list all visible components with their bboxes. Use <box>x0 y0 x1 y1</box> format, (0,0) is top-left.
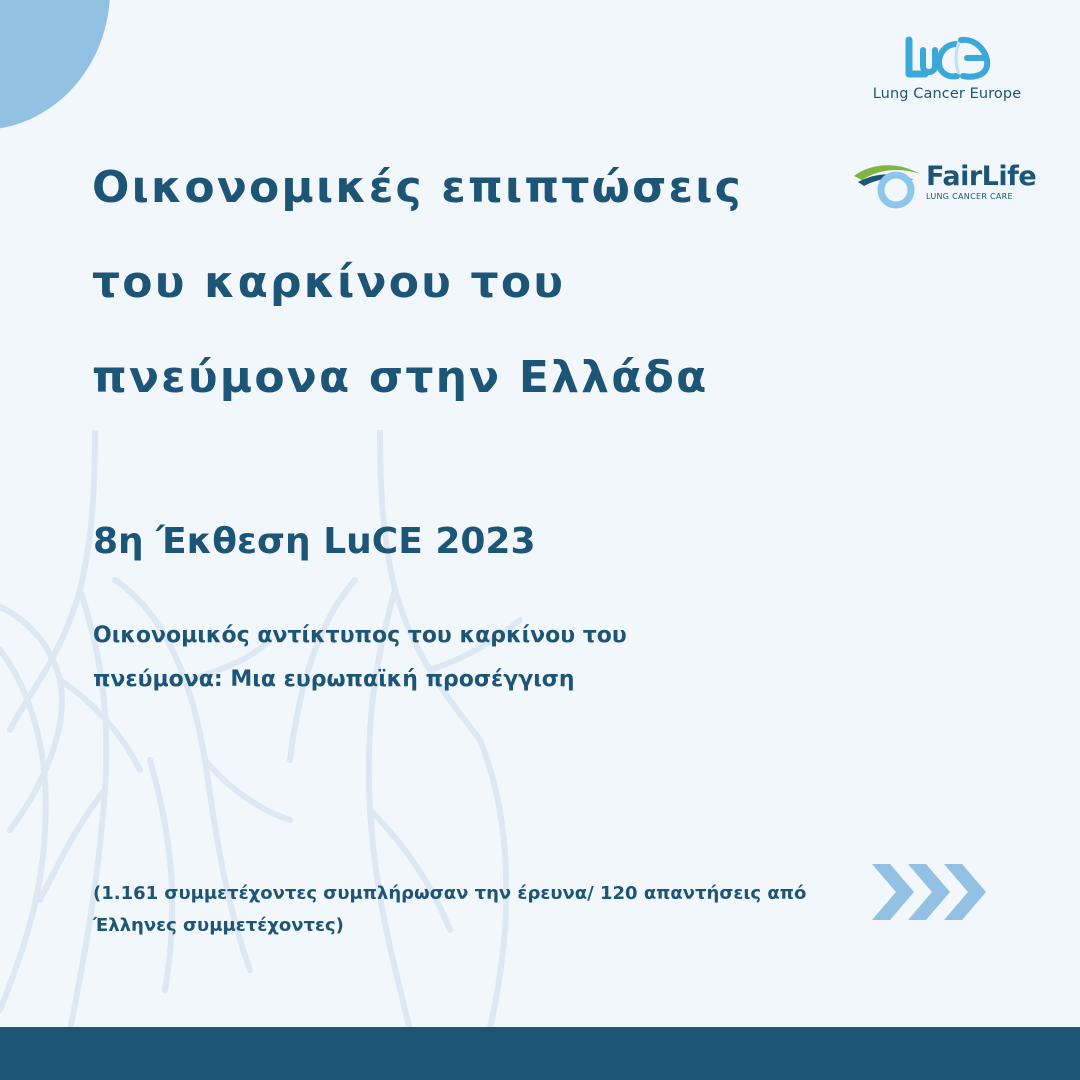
fairlife-swoosh-icon <box>852 160 924 210</box>
report-subtitle: Οικονομικός αντίκτυπος του καρκίνου του πνεύμονα: Μια ευρωπαϊκή προσέγγιση <box>93 623 627 692</box>
fairlife-subtitle: LUNG CANCER CARE <box>926 192 1013 201</box>
luce-tagline: Lung Cancer Europe <box>872 86 1022 102</box>
luce-lungs-wordmark-icon <box>901 34 993 82</box>
participants-note: (1.161 συμμετέχοντες συμπλήρωσαν την έρευνα/ 120 απαντήσεις από Έλληνες συμμετέχοντες) <box>93 883 807 936</box>
page-title: Οικονομικές επιπτώσεις του καρκίνου του πνεύμονα στην Ελλάδα <box>92 162 743 403</box>
next-chevrons-icon <box>872 862 986 922</box>
bottom-bar <box>0 1027 1080 1080</box>
report-label: 8η Έκθεση LuCE 2023 <box>93 521 536 562</box>
fairlife-logo <box>852 158 1052 214</box>
fairlife-name: FairLife <box>926 161 1037 192</box>
luce-logo <box>872 34 1022 102</box>
corner-decoration-circle <box>0 0 110 130</box>
